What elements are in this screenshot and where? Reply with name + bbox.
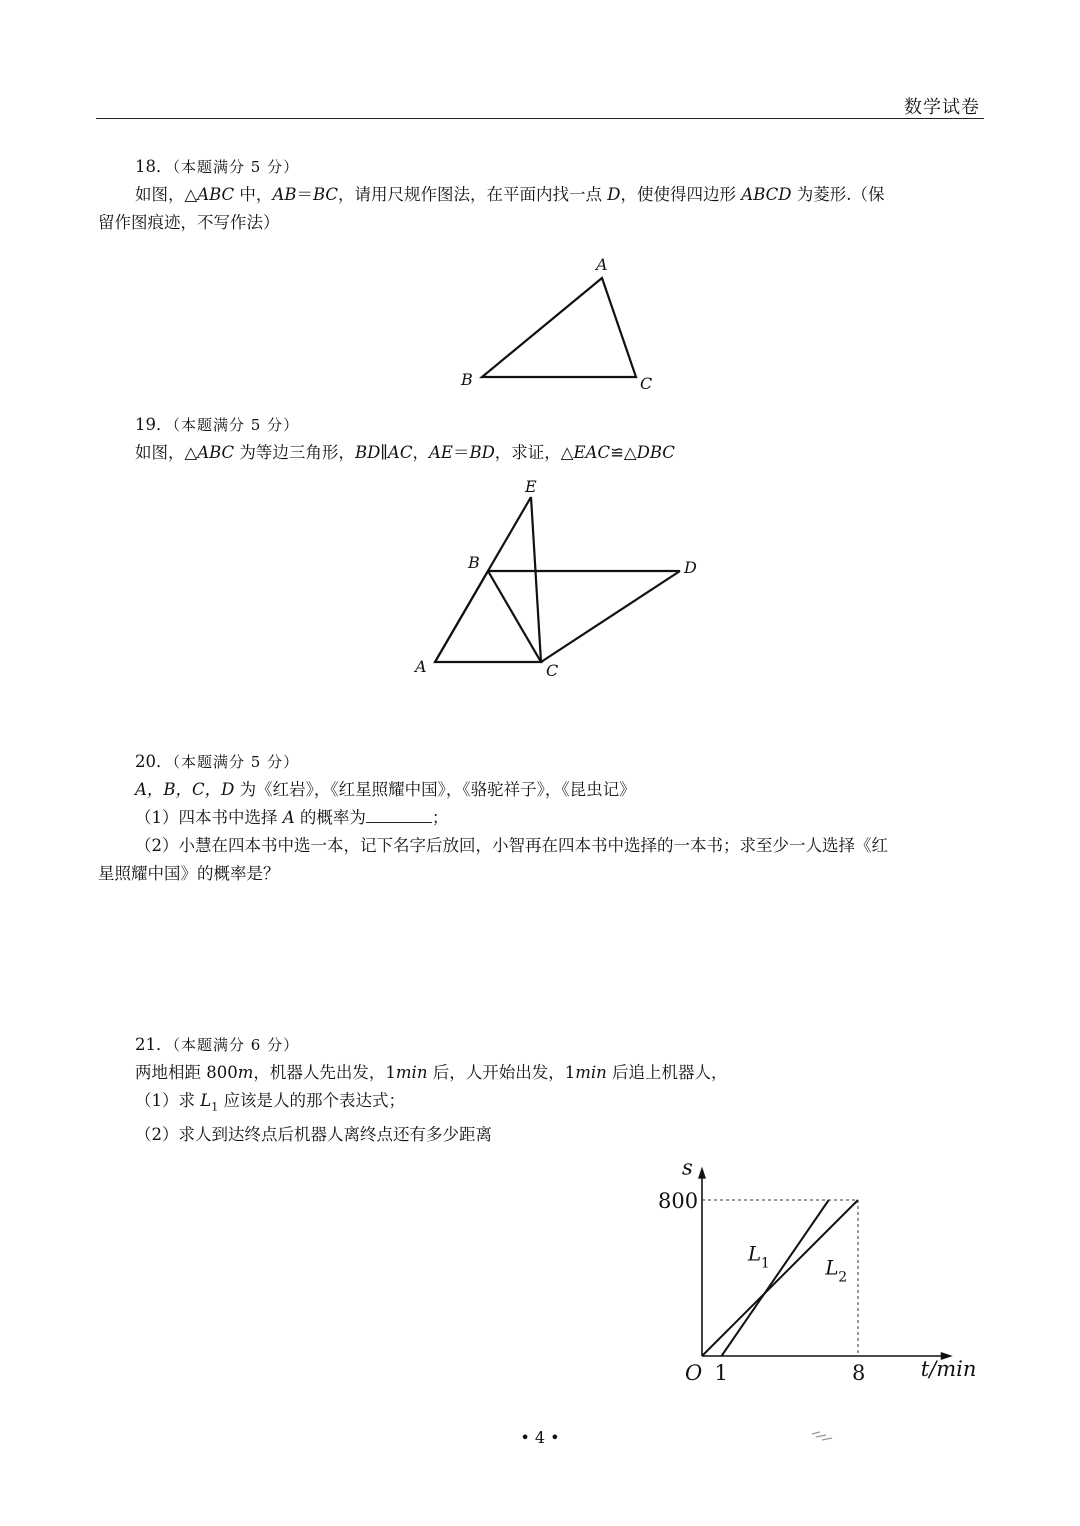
page-number: • 4 • [520,1428,560,1447]
q18-points: （本题满分 5 分） [172,158,300,176]
q18-eq: ＝ [296,185,313,204]
q20-intro-rest: 为《红岩》，《红星照耀中国》，《骆驼祥子》，《昆虫记》 [234,780,636,799]
series-label-l2: L [825,1255,839,1280]
q18-bc: BC [312,185,339,204]
q20-number: 20． [135,752,173,771]
q19-parallel: ∥ [380,443,388,462]
q21-p1-l: L [200,1091,212,1110]
q19-text-b: 为等边三角形， [234,443,355,462]
q19-number: 19． [135,415,173,434]
q18-label-b: B [461,370,473,389]
q20-p1-a: （1）四本书中选择 [135,808,283,827]
series-label-sub-l2: 2 [838,1269,848,1286]
series-line-l1 [722,1200,829,1356]
q21-intro-c: 后，人开始出发，1 [427,1063,576,1082]
q21-intro-b: ，机器人先出发，1 [253,1063,396,1082]
q21-intro-a: 两地相距 800 [135,1063,238,1082]
q20-part2-line1: （2）小慧在四本书中选一本，记下名字后放回，小智再在四本书中选择的一本书；求至少一人选择《红 [135,836,888,855]
q19-text-a: 如图，△ [135,443,198,462]
q19-bd: BD [354,443,381,462]
q19-text-c: ，求证，△ [494,443,574,462]
q21-unit-min2: min [575,1063,607,1082]
q20-p1-b: 的概率为 [294,808,366,827]
q18-tri: ABC [197,185,235,204]
x-axis-label: t/min [920,1357,977,1381]
q18-text-b: 中， [234,185,273,204]
q18-text-c: ，请用尺规作图法，在平面内找一点 [338,185,608,204]
q21-unit-min1: min [395,1063,428,1082]
q18-text-line2: 留作图痕迹，不写作法） [98,213,280,232]
q19-ae: AE [428,443,453,462]
q19-abc: ABC [197,443,235,462]
q19-cong: ≌ [610,443,624,462]
header-title: 数学试卷 [904,97,980,118]
y-axis-label: s [682,1155,693,1180]
q19-dbc: DBC [636,443,675,462]
y-tick-label: 800 [658,1189,699,1213]
q20-part2-line2: 星照耀中国》的概率是？ [98,864,280,883]
q21-unit-m: m [237,1063,254,1082]
q20-p1-end: ； [431,808,449,827]
q20-points: （本题满分 5 分） [172,753,300,771]
series-label-sub-l1: 1 [760,1255,770,1272]
q19-points: （本题满分 5 分） [172,416,300,434]
origin-label: O [685,1361,703,1385]
q21-points: （本题满分 6 分） [172,1036,300,1054]
q18-text-d: ，使使得四边形 [620,185,742,204]
q19-eq: ＝ [452,443,470,462]
x-tick-label-1: 1 [714,1361,728,1385]
q21-p1-a: （1）求 [135,1091,201,1110]
q19-label-e: E [525,477,537,496]
q21-number: 21． [135,1035,173,1054]
q18-label-a: A [596,255,608,274]
q19-label-b: B [468,553,480,572]
q19-label-d: D [684,558,697,577]
q18-text-e: 为菱形.（保 [791,185,885,204]
q18-abcd: ABCD [741,185,792,204]
q21-p1-b: 应该是人的那个表达式； [218,1091,405,1110]
q18-text-a: 如图，△ [135,185,198,204]
q18-number: 18． [135,157,173,176]
scan-mark-icon [810,1430,834,1442]
q19-bd2: BD [469,443,495,462]
q19-eac: EAC [573,443,611,462]
q18-label-c: C [640,374,653,393]
q19-tri2: △ [623,443,637,462]
q20-vars: A，B，C，D [135,780,235,799]
q21-intro-d: 后追上机器人， [606,1063,728,1082]
y-axis-arrow-icon [698,1167,706,1179]
q19-label-a: A [415,657,427,676]
q18-ab: AB [272,185,297,204]
x-tick-label-8: 8 [852,1361,866,1385]
q19-ac: AC [387,443,413,462]
q18-d: D [607,185,621,204]
q21-p1-sub: 1 [211,1100,219,1114]
q20-p1-var: A [282,808,295,827]
q19-comma: ， [412,443,429,462]
q21-part2: （2）求人到达终点后机器人离终点还有多少距离 [135,1125,492,1145]
q19-label-c: C [546,661,559,680]
series-label-l1: L [747,1241,762,1266]
